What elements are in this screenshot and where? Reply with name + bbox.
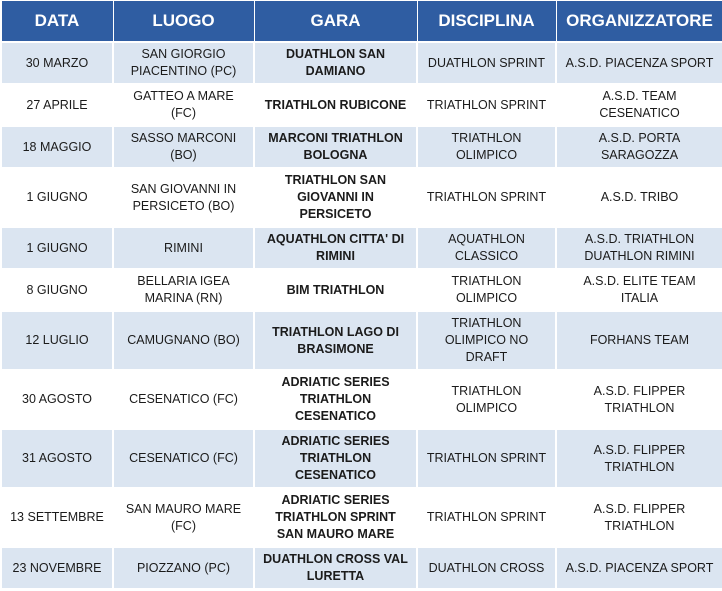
cell-organizzatore: A.S.D. TRIATHLON DUATHLON RIMINI [556,227,722,269]
table-row [1,269,722,311]
cell-organizzatore: A.S.D. FLIPPER TRIATHLON [556,488,722,547]
table-row [1,227,722,269]
cell-data: 31 AGOSTO [1,429,113,488]
cell-data: 18 MAGGIO [1,126,113,168]
cell-gara: ADRIATIC SERIES TRIATHLON SPRINT SAN MAURO MARE [254,488,417,547]
cell-data: 23 NOVEMBRE [1,547,113,589]
cell-luogo: PIOZZANO (PC) [113,547,254,589]
cell-data: 12 LUGLIO [1,311,113,370]
table-row [1,547,722,589]
cell-organizzatore: A.S.D. FLIPPER TRIATHLON [556,429,722,488]
cell-gara: ADRIATIC SERIES TRIATHLON CESENATICO [254,370,417,429]
cell-data: 1 GIUGNO [1,168,113,227]
cell-gara: TRIATHLON LAGO DI BRASIMONE [254,311,417,370]
cell-luogo: CAMUGNANO (BO) [113,311,254,370]
cell-disciplina: TRIATHLON OLIMPICO [417,269,556,311]
table-row [1,126,722,168]
cell-luogo: RIMINI [113,227,254,269]
cell-organizzatore: A.S.D. PIACENZA SPORT [556,547,722,589]
header-gara: GARA [254,1,417,43]
cell-data: 8 GIUGNO [1,269,113,311]
cell-organizzatore: A.S.D. ELITE TEAM ITALIA [556,269,722,311]
cell-organizzatore: FORHANS TEAM [556,311,722,370]
cell-luogo: CESENATICO (FC) [113,370,254,429]
cell-data: 30 AGOSTO [1,370,113,429]
cell-disciplina: TRIATHLON SPRINT [417,84,556,126]
cell-gara: AQUATHLON CITTA' DI RIMINI [254,227,417,269]
cell-data: 27 APRILE [1,84,113,126]
table-row [1,84,722,126]
table-row [1,42,722,84]
cell-gara: TRIATHLON RUBICONE [254,84,417,126]
cell-gara: ADRIATIC SERIES TRIATHLON CESENATICO [254,429,417,488]
cell-gara: TRIATHLON SAN GIOVANNI IN PERSICETO [254,168,417,227]
cell-organizzatore: A.S.D. TRIBO [556,168,722,227]
table-row [1,311,722,370]
cell-gara: MARCONI TRIATHLON BOLOGNA [254,126,417,168]
cell-luogo: BELLARIA IGEA MARINA (RN) [113,269,254,311]
cell-disciplina: DUATHLON CROSS [417,547,556,589]
header-row [1,1,722,43]
table-row [1,370,722,429]
cell-luogo: GATTEO A MARE (FC) [113,84,254,126]
cell-luogo: SASSO MARCONI (BO) [113,126,254,168]
cell-disciplina: TRIATHLON OLIMPICO NO DRAFT [417,311,556,370]
cell-organizzatore: A.S.D. FLIPPER TRIATHLON [556,370,722,429]
header-organizzatore: ORGANIZZATORE [556,1,722,43]
cell-disciplina: AQUATHLON CLASSICO [417,227,556,269]
cell-organizzatore: A.S.D. TEAM CESENATICO [556,84,722,126]
cell-organizzatore: A.S.D. PIACENZA SPORT [556,42,722,84]
table-row [1,429,722,488]
cell-gara: BIM TRIATHLON [254,269,417,311]
table-row [1,168,722,227]
cell-data: 30 MARZO [1,42,113,84]
cell-disciplina: TRIATHLON SPRINT [417,488,556,547]
cell-disciplina: DUATHLON SPRINT [417,42,556,84]
cell-disciplina: TRIATHLON OLIMPICO [417,126,556,168]
cell-disciplina: TRIATHLON SPRINT [417,168,556,227]
table-row [1,488,722,547]
cell-gara: DUATHLON CROSS VAL LURETTA [254,547,417,589]
header-data: DATA [1,1,113,43]
cell-luogo: CESENATICO (FC) [113,429,254,488]
cell-data: 1 GIUGNO [1,227,113,269]
cell-data: 13 SETTEMBRE [1,488,113,547]
cell-luogo: SAN GIOVANNI IN PERSICETO (BO) [113,168,254,227]
header-disciplina: DISCIPLINA [417,1,556,43]
header-luogo: LUOGO [113,1,254,43]
cell-organizzatore: A.S.D. PORTA SARAGOZZA [556,126,722,168]
cell-disciplina: TRIATHLON OLIMPICO [417,370,556,429]
cell-luogo: SAN GIORGIO PIACENTINO (PC) [113,42,254,84]
cell-disciplina: TRIATHLON SPRINT [417,429,556,488]
cell-gara: DUATHLON SAN DAMIANO [254,42,417,84]
cell-luogo: SAN MAURO MARE (FC) [113,488,254,547]
